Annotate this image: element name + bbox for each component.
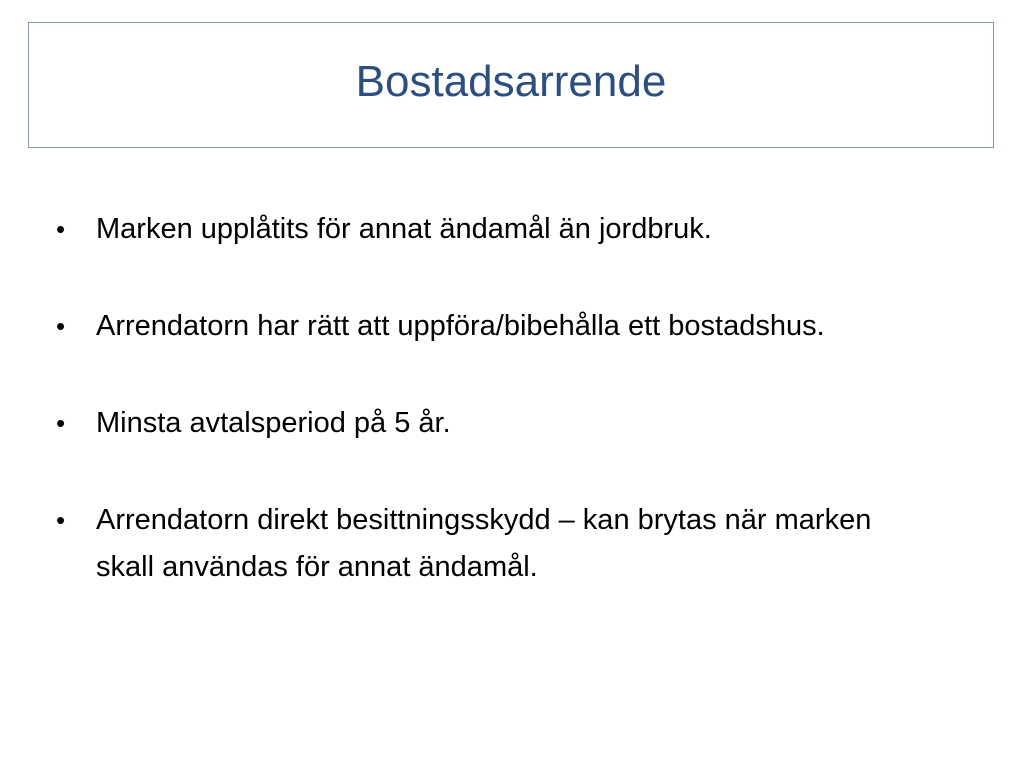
bullet-marker: • — [56, 214, 66, 244]
bullet-item — [56, 206, 916, 253]
bullet-marker: • — [56, 408, 66, 438]
bullet-item — [56, 400, 916, 447]
bullet-list — [56, 206, 916, 591]
slide-title: Bostadsarrende — [355, 57, 667, 106]
bullet-text: Marken upplåtits för annat ändamål än jordbruk. — [96, 213, 712, 245]
bullet-item — [56, 303, 916, 350]
bullet-text: Minsta avtalsperiod på 5 år. — [96, 407, 451, 439]
bullet-text: Arrendatorn direkt besittningsskydd – kan brytas när marken skall användas för annat ändamål. — [96, 504, 872, 583]
bullet-text: Arrendatorn har rätt att uppföra/bibehålla ett bostadshus. — [96, 310, 825, 342]
bullet-item — [56, 497, 916, 591]
bullet-marker: • — [56, 505, 66, 535]
bullet-marker: • — [56, 311, 66, 341]
title-placeholder — [28, 22, 994, 148]
